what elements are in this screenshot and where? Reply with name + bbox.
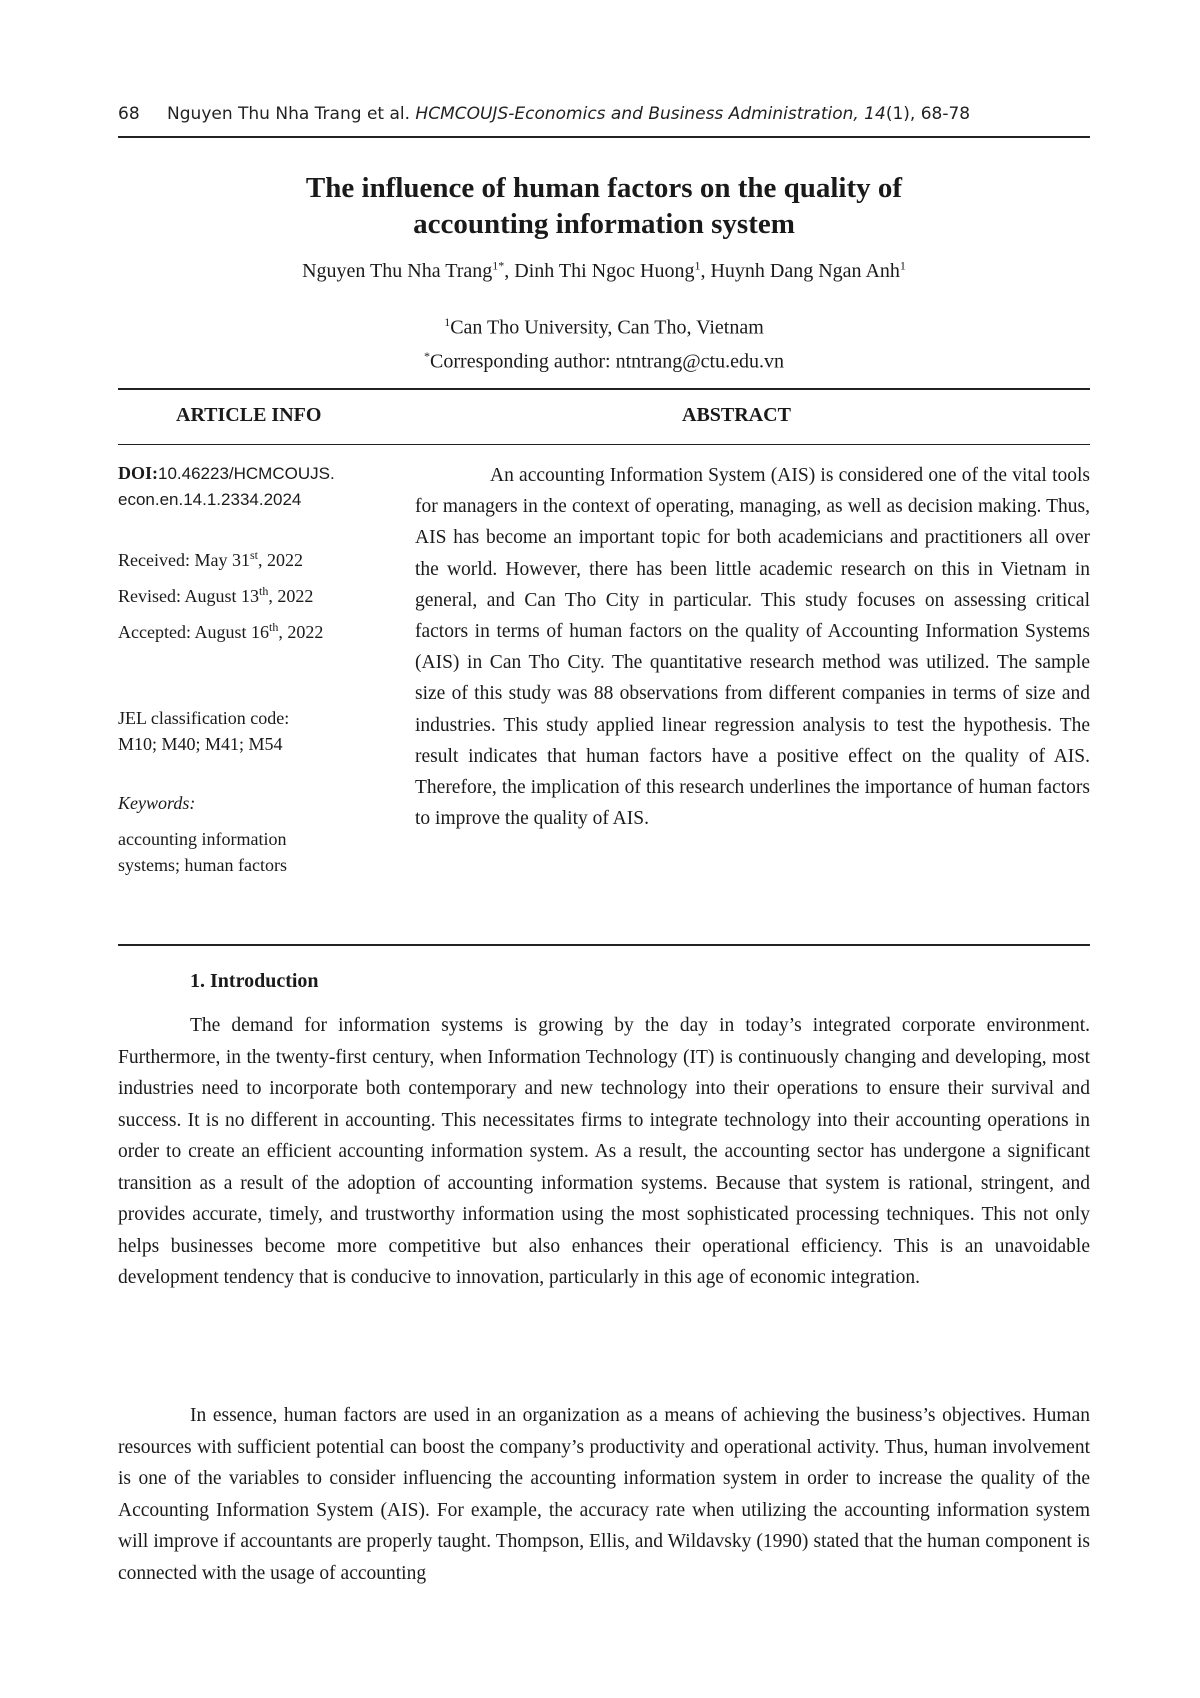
keywords: accounting information systems; human factors: [118, 829, 287, 875]
author: Huynh Dang Ngan Anh$^1$: [710, 258, 906, 282]
abstract-heading: ABSTRACT: [682, 404, 791, 426]
paragraph: In essence, human factors are used in an organization as a means of achieving the business’s objectives. Human resources with sufficient potential can boost the company’s productivity and operational activity. Thus, human involvement is one of the variables to consider influencing the accounting information system in order to increase the quality of the Accounting Information System (AIS). For example, the accuracy rate when utilizing the accounting information system will improve if accountants are properly taught. Thompson, Ellis, and Wildavsky (1990) stated that the human component is connected with the usage of accounting: [118, 1405, 1090, 1584]
header-rule: [118, 136, 1090, 138]
doi: DOI:10.46223/HCMCOUJS. econ.en.14.1.2334.2024: [118, 463, 335, 509]
running-header: [118, 104, 1090, 124]
header-authors: Nguyen Thu Nha Trang et al.: [167, 104, 411, 124]
corresponding-author: *Corresponding author: ntntrang@ctu.edu.vn: [424, 348, 784, 373]
page-number: 68: [118, 104, 140, 124]
divider: [118, 444, 1090, 445]
divider: [118, 388, 1090, 390]
author: Dinh Thi Ngoc Huong$^1$,: [514, 258, 711, 282]
paragraph: The demand for information systems is growing by the day in today’s integrated corporate environment. Furthermore, in the twenty-first century, when Information Technology (IT) is continuously changing and developing, most industries need to incorporate both contemporary and new technology into their operations to ensure their survival and success. It is no different in accounting. This necessitates firms to integrate technology into their accounting operations in order to create an efficient accounting information system. As a result, the accounting sector has undergone a significant transition as a result of the adoption of accounting information systems. Because that system is rational, stringent, and provides accurate, timely, and trustworthy information using the most sophisticated processing techniques. This not only helps businesses become more competitive but also enhances their operational efficiency. This is an unavoidable development tendency that is conducive to innovation, particularly in this age of economic integration.: [118, 1015, 1090, 1288]
revised-date: Revised: August 13th, 2022: [118, 584, 314, 606]
author: Nguyen Thu Nha Trang$^{1*}$,: [302, 258, 515, 282]
author-list: [118, 258, 1090, 283]
article-info-heading: ARTICLE INFO: [176, 404, 322, 426]
affiliation: $^1$Can Tho University, Can Tho, Vietnam: [444, 315, 764, 339]
keywords-label: Keywords:: [118, 793, 196, 813]
affiliations: [118, 308, 1090, 375]
section-heading: 1. Introduction: [190, 970, 319, 992]
abstract-text: An accounting Information System (AIS) is considered one of the vital tools for managers in the context of operating, managing, as well as decision making. Thus, AIS has become an important topic for both academicians and practitioners all over the world. However, there has been little academic research on this in Vietnam in general, and Can Tho City in particular. This study focuses on assessing critical factors in terms of human factors on the quality of Accounting Information Systems (AIS) in Can Tho City. The quantitative research method was utilized. The sample size of this study was 88 observations from different companies in terms of size and industries. This study applied linear regression analysis to test the hypothesis. The result indicates that human factors have a positive effect on the quality of AIS. Therefore, the implication of this research underlines the importance of human factors to improve the quality of AIS.: [415, 465, 1090, 830]
header-journal: HCMCOUJS-Economics and Business Administration, 14(1), 68-78: [415, 104, 971, 124]
jel-classification: JEL classification code: M10; M40; M41; M54: [118, 708, 290, 754]
accepted-date: Accepted: August 16th, 2022: [118, 620, 324, 642]
divider: [118, 944, 1090, 946]
paper-title: The influence of human factors on the quality of accounting information system: [305, 172, 903, 240]
received-date: Received: May 31st, 2022: [118, 548, 303, 570]
